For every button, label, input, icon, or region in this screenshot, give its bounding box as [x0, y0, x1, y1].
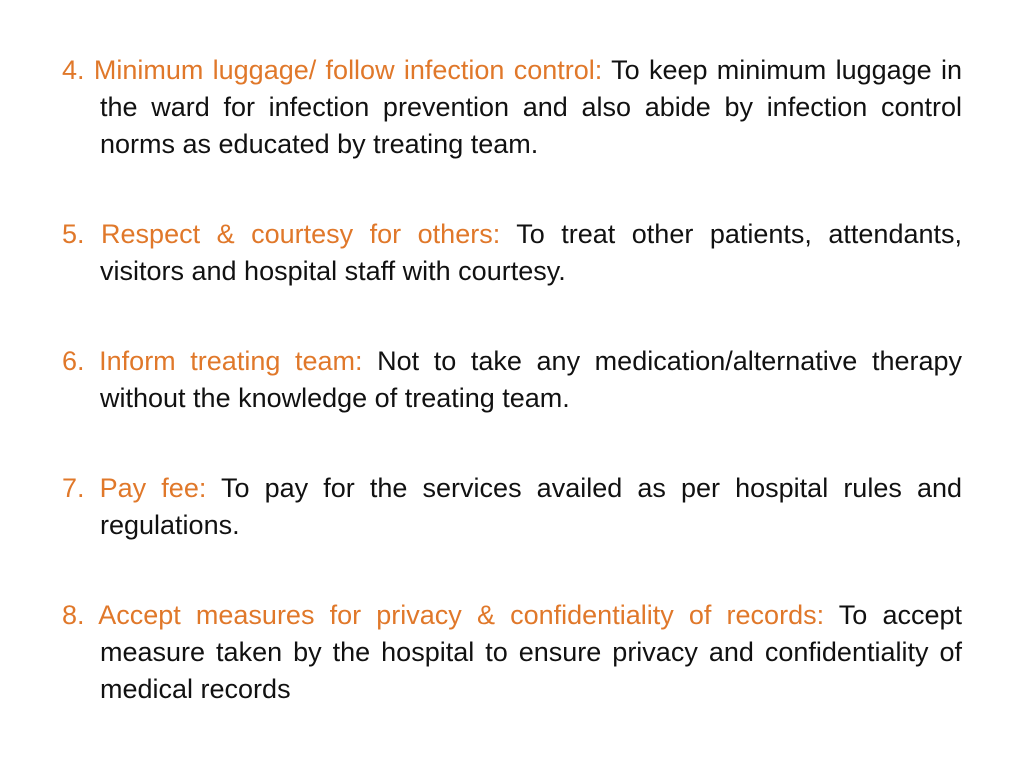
item-text: Not to take any medication/alternative therapy without the knowledge of treating team. [100, 346, 962, 413]
item-text: To treat other patients, attendants, visitors and hospital staff with courtesy. [100, 219, 962, 286]
list-item-4 [62, 52, 962, 163]
item-heading: Accept measures for privacy & confidentiality of records: [98, 600, 825, 630]
item-number: 4. [62, 55, 85, 85]
list-item-6 [62, 343, 962, 417]
item-heading: Respect & courtesy for others: [101, 219, 501, 249]
list-item-5 [62, 216, 962, 290]
slide-content [62, 52, 962, 708]
item-number: 8. [62, 600, 85, 630]
item-text: To pay for the services availed as per hospital rules and regulations. [100, 473, 963, 540]
item-text: To keep minimum luggage in the ward for infection prevention and also abide by infection control norms as educated by treating team. [100, 55, 963, 159]
item-text: To accept measure taken by the hospital to ensure privacy and confidentiality of medical records [100, 600, 962, 704]
item-heading: Inform treating team: [99, 346, 363, 376]
item-heading: Minimum luggage/ follow infection control: [93, 55, 603, 85]
item-number: 7. [62, 473, 85, 503]
item-heading: Pay fee: [99, 473, 207, 503]
item-number: 5. [62, 219, 85, 249]
item-number: 6. [62, 346, 85, 376]
list-item-7 [62, 470, 962, 544]
list-item-8 [62, 597, 962, 708]
